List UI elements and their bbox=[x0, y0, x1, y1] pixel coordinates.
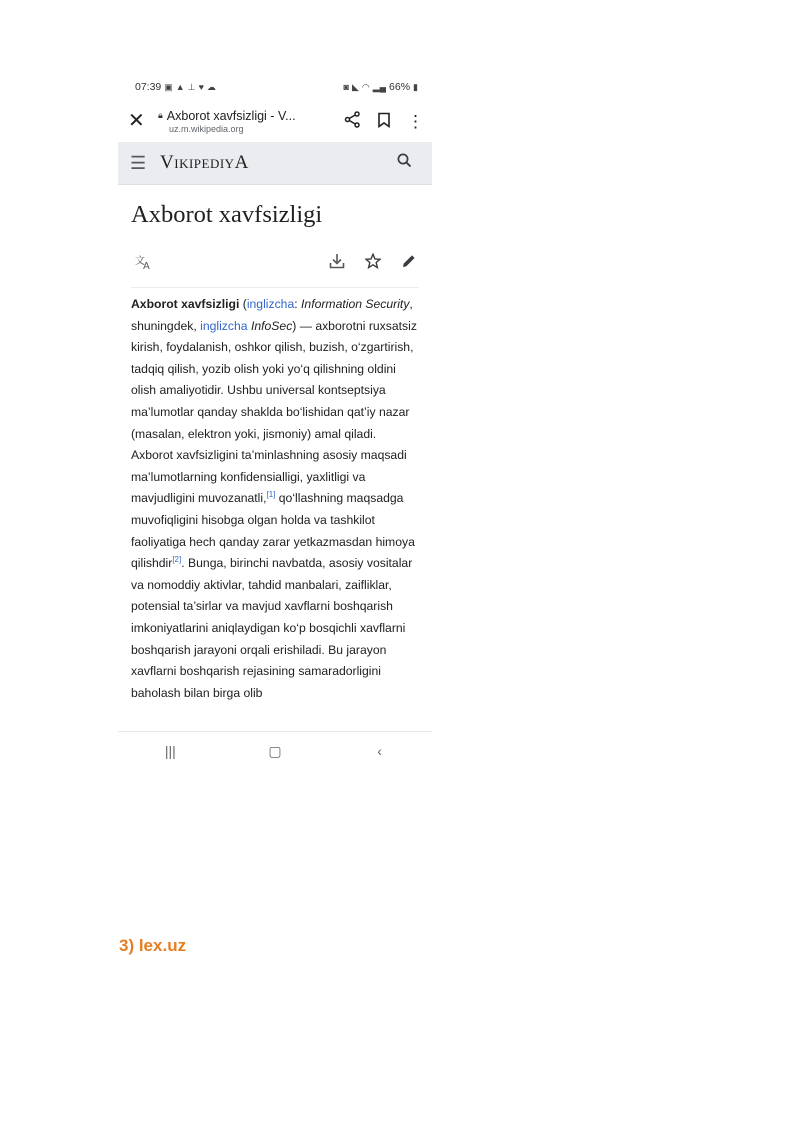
reference-link[interactable]: [2] bbox=[172, 555, 182, 565]
browser-toolbar bbox=[118, 102, 432, 140]
page-title: Axborot xavfsizligi bbox=[131, 201, 323, 228]
cloud-icon: ☁ bbox=[206, 81, 216, 92]
search-icon[interactable] bbox=[397, 153, 412, 173]
text-run: , shuningdek, bbox=[131, 297, 413, 333]
battery-level: 66% bbox=[389, 81, 411, 93]
reference-link[interactable]: [1] bbox=[266, 490, 276, 500]
svg-text:A: A bbox=[143, 260, 150, 270]
language-icon[interactable] bbox=[135, 254, 329, 273]
recent-apps-icon[interactable]: ||| bbox=[164, 743, 176, 759]
article-lead-paragraph bbox=[131, 294, 419, 704]
gallery-icon: ▣ bbox=[164, 81, 173, 92]
bookmark-icon[interactable] bbox=[377, 112, 391, 131]
signal-icon: ▂▄ bbox=[372, 81, 387, 92]
lead-term: Axborot xavfsizligi bbox=[131, 297, 240, 311]
wordmark-last: A bbox=[234, 152, 249, 173]
star-icon[interactable] bbox=[365, 253, 381, 273]
shield-icon: ♥ bbox=[198, 82, 204, 92]
language-link[interactable]: inglizcha bbox=[246, 297, 295, 311]
battery-icon: ▮ bbox=[413, 81, 418, 92]
android-nav-bar bbox=[118, 731, 432, 770]
text-run: . Bunga, birinchi navbatda, asosiy vositalar va nomoddiy aktivlar, tahdid manbalari, zaifliklar, potensial ta’sirlar va mavjud xavflarni boshqarish imkoniyatlarini aniqlaydigan ko‘p bosqichli xavflarni boshqarish jarayoni orqali erishiladi. Bu jarayon xavflarni boshqarish rejasining samaradorligini baholash bilan birga olib bbox=[131, 556, 413, 700]
url-domain: uz.m.wikipedia.org bbox=[169, 123, 244, 134]
svg-text:文: 文 bbox=[135, 255, 145, 267]
page-actions bbox=[131, 253, 419, 288]
back-icon[interactable]: ‹ bbox=[377, 743, 382, 759]
warning-icon: ▲ bbox=[175, 82, 185, 92]
text-run: ) — axborotni ruxsatsiz kirish, foydalanish, oshkor qilish, buzish, o‘zgartirish, tadqiq qilish, yozib olish yoki yo‘q qilishning oldini olish amaliyotidir. Ushbu universal kontseptsiya ma’lumotlar qanday shaklda bo‘lishidan qat’iy nazar (masalan, elektron yoki, jismoniy) amal qiladi. Axborot xavfsizligini ta’minlashning asosiy maqsadi ma’lumotlarning konfidensialligi, yaxlitligi va mavjudligini muvozanatli, bbox=[131, 318, 417, 506]
text-run: qo‘llashning maqsadga muvofiqligini hisobga olgan holda va tashkilot faoliyatiga hech qanday zarar yetkazmasdan himoya qilishdir bbox=[131, 491, 415, 571]
phone-screenshot bbox=[118, 72, 432, 770]
download-icon[interactable] bbox=[329, 253, 345, 273]
text-run: ( bbox=[239, 297, 247, 311]
home-icon[interactable]: ▢ bbox=[268, 742, 282, 759]
mute-icon: ◣ bbox=[351, 81, 359, 92]
status-bar bbox=[118, 72, 432, 102]
language-link[interactable]: inglizcha bbox=[200, 318, 248, 333]
english-term: Information Security bbox=[301, 297, 410, 311]
wordmark-mid: ikipediy bbox=[174, 152, 235, 173]
text-run: : bbox=[294, 297, 302, 311]
lock-icon: 🔒︎ bbox=[158, 110, 163, 120]
usb-icon: ⊥ bbox=[187, 81, 196, 92]
menu-icon[interactable]: ☰ bbox=[130, 152, 147, 173]
url-bar[interactable] bbox=[158, 109, 338, 134]
tab-title: Axborot xavfsizligi - V... bbox=[166, 108, 296, 123]
wiki-header bbox=[118, 142, 432, 185]
status-time: 07:39 bbox=[135, 81, 162, 93]
english-abbrev: InfoSec bbox=[250, 318, 293, 333]
close-icon[interactable]: ✕ bbox=[128, 110, 145, 132]
share-icon[interactable] bbox=[344, 111, 361, 131]
edit-pencil-icon[interactable] bbox=[401, 253, 417, 273]
more-options-icon[interactable]: ⋮ bbox=[407, 111, 424, 131]
section-label: 3) lex.uz bbox=[119, 936, 187, 955]
alarm-icon: ◙ bbox=[343, 82, 349, 92]
wordmark-first: V bbox=[160, 152, 175, 173]
article bbox=[118, 201, 432, 704]
wikipedia-wordmark[interactable] bbox=[160, 152, 397, 174]
wifi-icon: ◠ bbox=[361, 81, 370, 92]
